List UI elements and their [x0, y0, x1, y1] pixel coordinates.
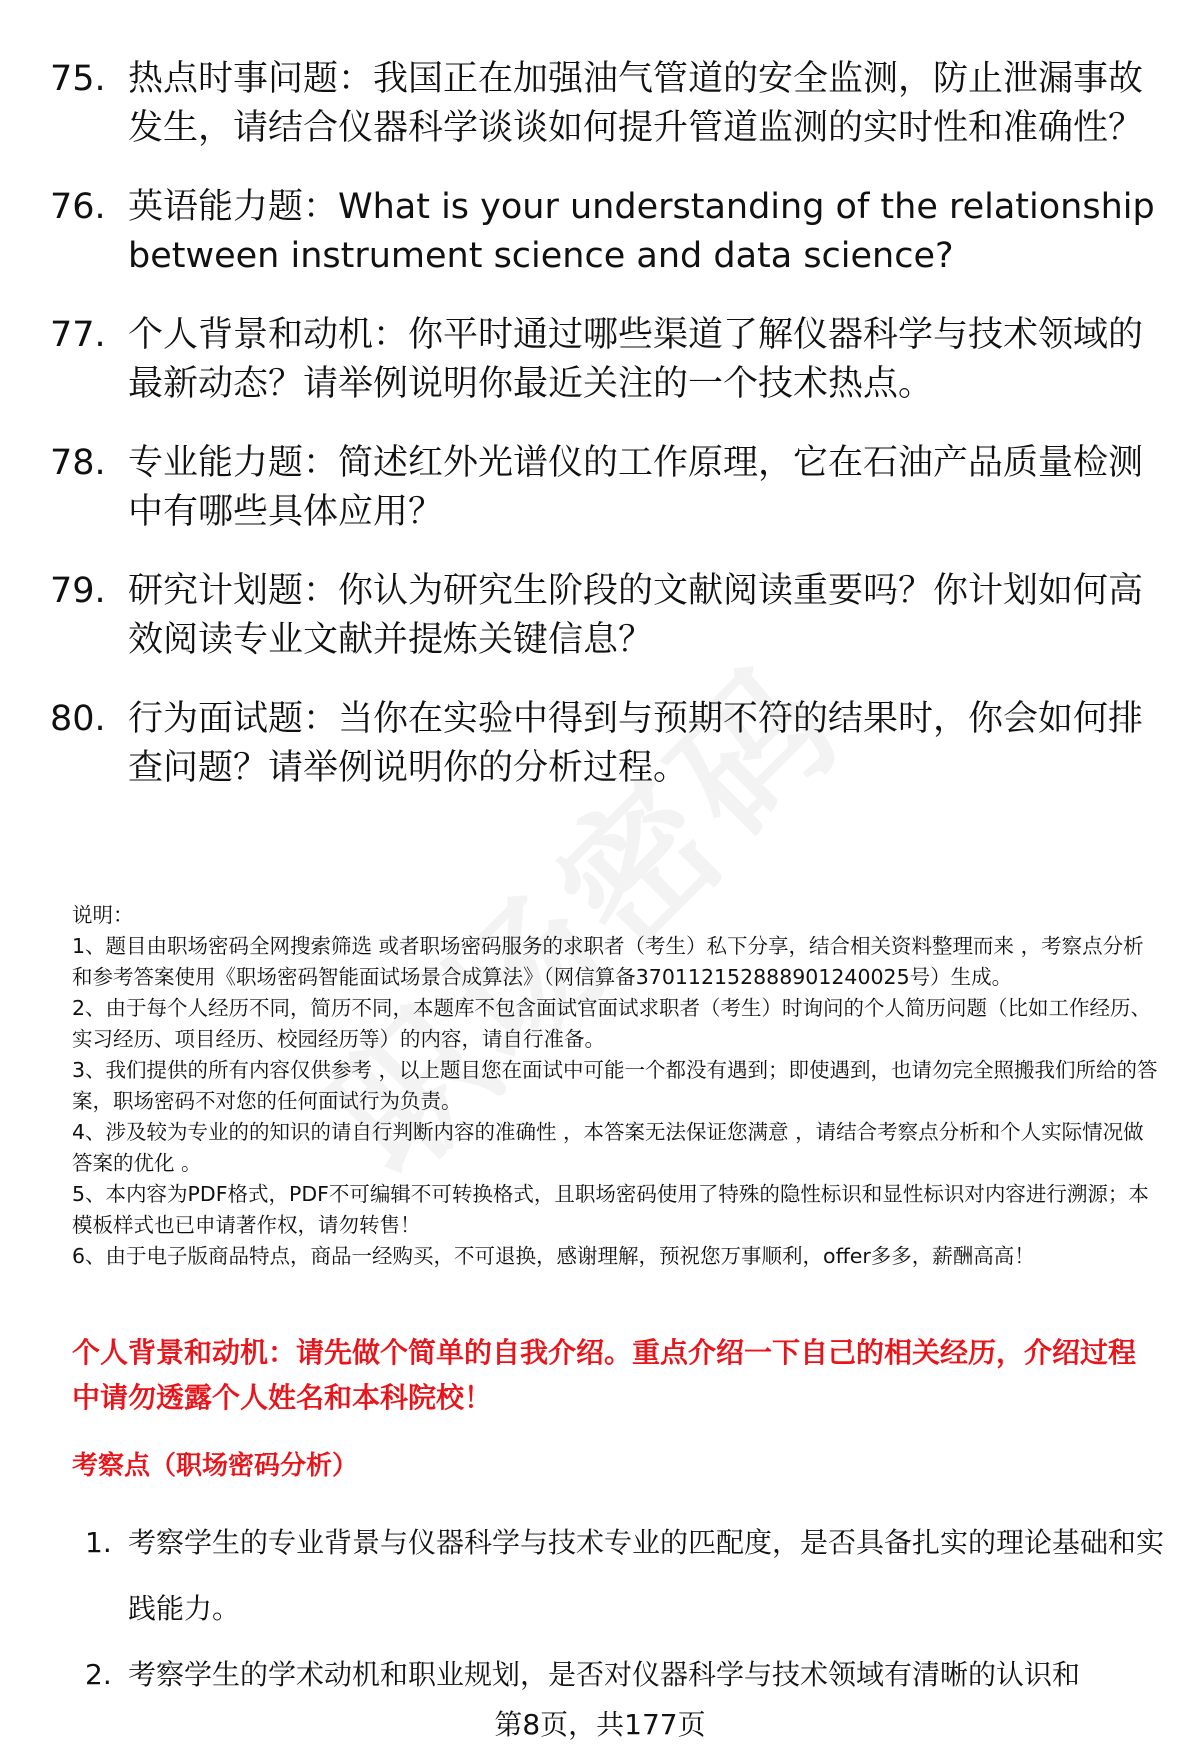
question-number: 78. [50, 443, 106, 483]
point-text: 考察学生的学术动机和职业规划，是否对仪器科学与技术领域有清晰的认识和 [128, 1658, 1081, 1691]
question-item [50, 55, 1160, 153]
question-number: 79. [50, 571, 106, 611]
interview-prompt: 个人背景和动机：请先做个简单的自我介绍。重点介绍一下自己的相关经历，介绍过程中请勿透露个人姓名和本科院校！ [72, 1336, 1137, 1414]
question-item [50, 567, 1160, 665]
question-text: 英语能力题：What is your understanding of the relationship between instrument science and data science? [128, 187, 1155, 276]
question-number: 75. [50, 59, 106, 99]
question-item [50, 183, 1160, 281]
note-item: 3、我们提供的所有内容仅供参考 ，以上题目您在面试中可能一个都没有遇到；即使遇到，也请勿完全照搬我们所给的答案，职场密码不对您的任何面试行为负责。 [72, 1058, 1158, 1113]
page-footer: 第8页，共177页 [494, 1708, 706, 1741]
point-text: 考察学生的专业背景与仪器科学与技术专业的匹配度，是否具备扎实的理论基础和实践能力。 [128, 1526, 1165, 1625]
point-number: 1. [85, 1526, 112, 1559]
notes-heading: 说明： [72, 903, 134, 927]
question-item [50, 695, 1160, 793]
question-text: 热点时事问题：我国正在加强油气管道的安全监测，防止泄漏事故发生，请结合仪器科学谈谈如何提升管道监测的实时性和准确性？ [128, 59, 1144, 148]
question-text: 专业能力题：简述红外光谱仪的工作原理，它在石油产品质量检测中有哪些具体应用？ [128, 443, 1144, 532]
question-number: 80. [50, 699, 106, 739]
question-text: 研究计划题：你认为研究生阶段的文献阅读重要吗？你计划如何高效阅读专业文献并提炼关键信息？ [128, 571, 1144, 660]
question-text: 行为面试题：当你在实验中得到与预期不符的结果时，你会如何排查问题？请举例说明你的分析过程。 [128, 699, 1144, 788]
note-item: 5、本内容为PDF格式，PDF不可编辑不可转换格式，且职场密码使用了特殊的隐性标识和显性标识对内容进行溯源；本模板样式也已申请著作权，请勿转售！ [72, 1182, 1149, 1237]
question-text: 个人背景和动机：你平时通过哪些渠道了解仪器科学与技术领域的最新动态？请举例说明你最近关注的一个技术热点。 [128, 315, 1144, 404]
question-item [50, 439, 1160, 537]
note-item: 1、题目由职场密码全网搜索筛选 或者职场密码服务的求职者（考生）私下分享，结合相关资料整理而来 ，考察点分析和参考答案使用《职场密码智能面试场景合成算法》（网信算备370112152888901240025号）生成。 [72, 934, 1144, 989]
section-title: 考察点（职场密码分析） [72, 1451, 359, 1481]
analysis-points [85, 1510, 1165, 1708]
analysis-point [85, 1642, 1165, 1708]
point-number: 2. [85, 1658, 112, 1691]
note-item: 4、涉及较为专业的的知识的请自行判断内容的准确性 ，本答案无法保证您满意 ，请结合考察点分析和个人实际情况做答案的优化 。 [72, 1120, 1144, 1175]
question-number: 76. [50, 187, 106, 227]
analysis-point [85, 1510, 1165, 1642]
question-number: 77. [50, 315, 106, 355]
notes-section [72, 900, 1162, 1272]
note-item: 6、由于电子版商品特点，商品一经购买，不可退换，感谢理解，预祝您万事顺利，offer多多，薪酬高高！ [72, 1244, 1035, 1268]
question-list [50, 55, 1160, 823]
question-item [50, 311, 1160, 409]
note-item: 2、由于每个人经历不同，简历不同，本题库不包含面试官面试求职者（考生）时询问的个人简历问题（比如工作经历、实习经历、项目经历、校园经历等）的内容，请自行准备。 [72, 996, 1152, 1051]
